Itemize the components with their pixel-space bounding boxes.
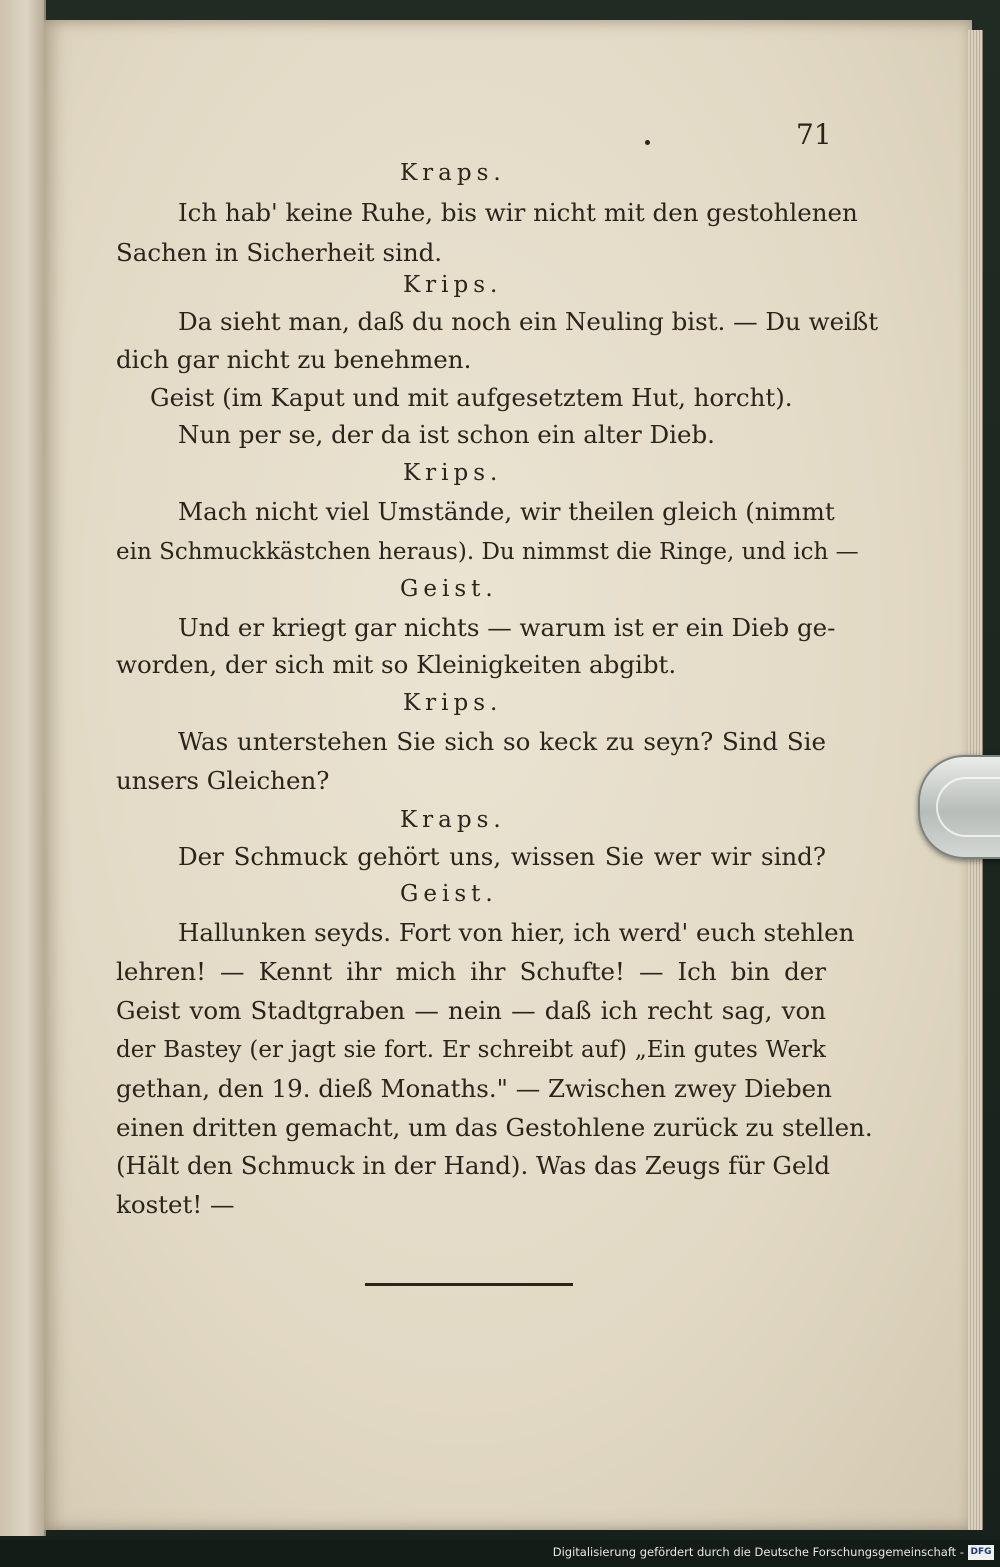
- text-line: (Hält den Schmuck in der Hand). Was das Zeugs für Geld: [116, 1151, 831, 1180]
- text-line: unsers Gleichen?: [116, 766, 330, 795]
- text-line: Mach nicht viel Umstände, wir theilen gleich (nimmt: [178, 497, 835, 526]
- text-line: kostet! —: [116, 1190, 235, 1219]
- ink-speck: [645, 140, 650, 145]
- speaker-heading: Kraps.: [400, 160, 506, 186]
- speaker-heading: Geist.: [400, 576, 498, 602]
- page-clip: [918, 755, 1000, 859]
- text-line: dich gar nicht zu benehmen.: [116, 345, 472, 374]
- text-line: ein Schmuckkästchen heraus). Du nimmst die Ringe, und ich —: [116, 539, 859, 565]
- text-line: der Bastey (er jagt sie fort. Er schreibt auf) „Ein gutes Werk: [116, 1037, 826, 1063]
- page-number: 71: [796, 118, 832, 151]
- text-line: Da sieht man, daß du noch ein Neuling bist. — Du weißt: [178, 307, 879, 336]
- text-line: Der Schmuck gehört uns, wissen Sie wer wir sind?: [178, 842, 826, 871]
- text-line: lehren! — Kennt ihr mich ihr Schufte! — Ich bin der: [116, 957, 826, 986]
- text-line: gethan, den 19. dieß Monaths." — Zwischen zwey Dieben: [116, 1074, 832, 1103]
- text-line: worden, der sich mit so Kleinigkeiten abgibt.: [116, 650, 677, 679]
- speaker-heading: Kraps.: [400, 807, 506, 833]
- dfg-logo: DFG: [968, 1545, 994, 1560]
- text-line: Was unterstehen Sie sich so keck zu seyn? Sind Sie: [178, 727, 826, 756]
- speaker-heading: Krips.: [403, 460, 503, 486]
- end-rule: [365, 1283, 573, 1286]
- speaker-heading: Geist.: [400, 881, 498, 907]
- left-page-edge: [0, 0, 46, 1536]
- speaker-heading: Krips.: [403, 690, 503, 716]
- text-line: Ich hab' keine Ruhe, bis wir nicht mit den gestohlenen: [178, 198, 858, 227]
- speaker-heading: Krips.: [403, 272, 503, 298]
- footer-credit: Digitalisierung gefördert durch die Deutsche Forschungsgemeinschaft -: [552, 1545, 964, 1559]
- stage-direction: Geist (im Kaput und mit aufgesetztem Hut, horcht).: [150, 383, 793, 412]
- text-line: Nun per se, der da ist schon ein alter Dieb.: [178, 420, 715, 449]
- text-line: Sachen in Sicherheit sind.: [116, 238, 443, 267]
- text-line: Hallunken seyds. Fort von hier, ich werd' euch stehlen: [178, 918, 855, 947]
- text-line: einen dritten gemacht, um das Gestohlene zurück zu stellen.: [116, 1113, 873, 1142]
- text-line: Geist vom Stadtgraben — nein — daß ich recht sag, von: [116, 996, 826, 1025]
- text-line: Und er kriegt gar nichts — warum ist er ein Dieb ge-: [178, 613, 836, 642]
